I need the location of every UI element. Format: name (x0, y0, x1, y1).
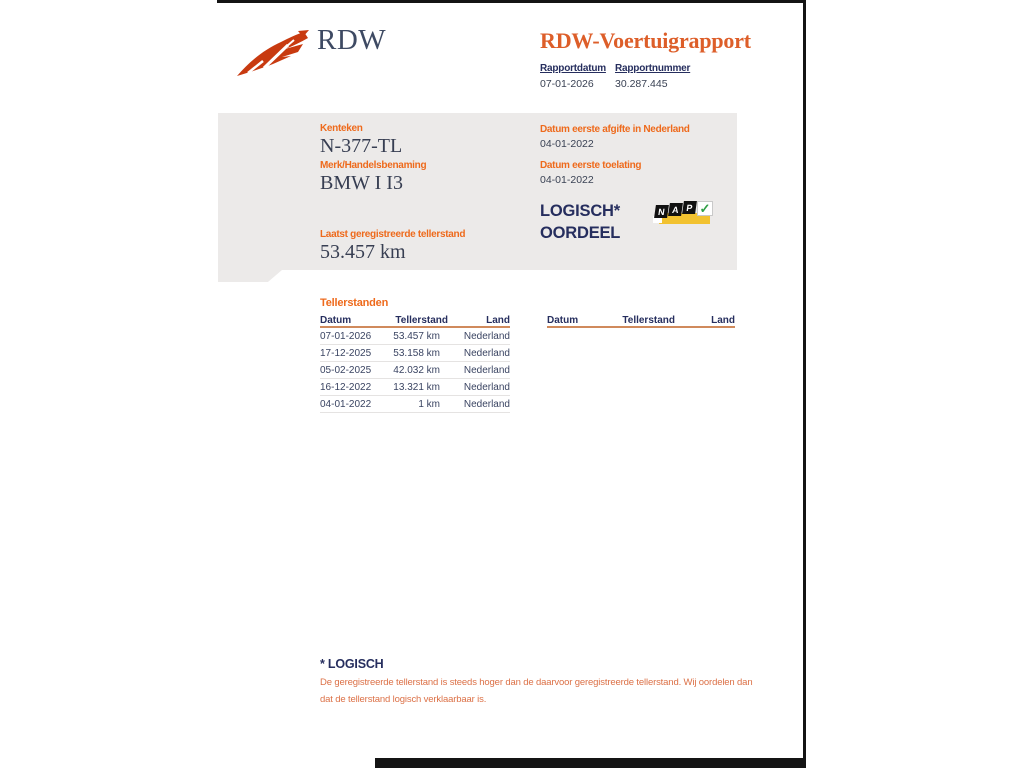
cell-tellerstand: 53.158 km (393, 347, 440, 359)
nap-letter-p: P (682, 201, 697, 214)
cell-datum: 16-12-2022 (320, 381, 372, 393)
rdw-wing-logo-icon (236, 30, 310, 78)
nap-checkmark-icon: ✓ (697, 201, 713, 216)
kenteken-label: Kenteken (320, 123, 363, 134)
report-number-label: Rapportnummer (615, 63, 691, 74)
column-header-tellerstand: Tellerstand (395, 315, 448, 326)
nap-logo (652, 199, 712, 226)
report-date-label: Rapportdatum (540, 63, 606, 74)
cell-land: Nederland (463, 330, 510, 342)
cell-datum: 07-01-2026 (320, 330, 372, 342)
page-right-border (803, 0, 806, 768)
nap-letter-n: N (654, 205, 669, 218)
table-header-row (320, 314, 510, 328)
cell-datum: 17-12-2025 (320, 347, 372, 359)
cell-land: Nederland (463, 381, 510, 393)
cell-tellerstand: 53.457 km (393, 330, 440, 342)
tellerstand-label: Laatst geregistreerde tellerstand (320, 229, 466, 240)
column-header-datum: Datum (320, 315, 352, 326)
table-row (320, 396, 510, 413)
column-header-datum: Datum (547, 315, 579, 326)
meter-table-rows (320, 328, 510, 413)
tellerstanden-section-title: Tellerstanden (320, 297, 389, 309)
table-row (320, 328, 510, 345)
afgifte-label: Datum eerste afgifte in Nederland (540, 124, 690, 135)
cell-land: Nederland (463, 364, 510, 376)
vehicle-summary-panel (218, 113, 737, 270)
tellerstand-value: 53.457 km (320, 241, 406, 263)
cell-land: Nederland (463, 398, 510, 410)
oordeel-line2: OORDEEL (540, 224, 621, 242)
page-bottom-border (375, 758, 806, 768)
page-top-border (217, 0, 806, 3)
oordeel-line1: LOGISCH* (540, 202, 620, 220)
footnote-title: * LOGISCH (320, 657, 384, 671)
column-header-tellerstand: Tellerstand (622, 315, 675, 326)
tellerstanden-table-left (320, 314, 510, 413)
cell-datum: 05-02-2025 (320, 364, 372, 376)
cell-tellerstand: 1 km (418, 398, 440, 410)
toelating-label: Datum eerste toelating (540, 160, 642, 171)
afgifte-value: 04-01-2022 (540, 138, 594, 150)
footnote-text: De geregistreerde tellerstand is steeds hoger dan de daarvoor geregistreerde tellerstand. Wij oordelen dan dat de tellerstand logisch verklaarbaar is. (320, 677, 753, 705)
merk-value: BMW I I3 (320, 172, 403, 194)
cell-land: Nederland (463, 347, 510, 359)
table-row (320, 379, 510, 396)
column-header-land: Land (711, 315, 735, 326)
table-row (320, 345, 510, 362)
column-header-land: Land (486, 315, 510, 326)
page-title: RDW-Voertuigrapport (540, 28, 751, 53)
table-row (320, 362, 510, 379)
toelating-value: 04-01-2022 (540, 174, 594, 186)
report-date-value: 07-01-2026 (540, 78, 594, 90)
kenteken-value: N-377-TL (320, 135, 403, 157)
cell-datum: 04-01-2022 (320, 398, 372, 410)
nap-letter-a: A (668, 203, 683, 216)
table-header-row (547, 314, 735, 328)
report-number-value: 30.287.445 (615, 78, 668, 90)
cell-tellerstand: 42.032 km (393, 364, 440, 376)
vehicle-summary-panel-tab (218, 270, 282, 282)
cell-tellerstand: 13.321 km (393, 381, 440, 393)
rdw-wordmark: RDW (317, 24, 387, 56)
merk-label: Merk/Handelsbenaming (320, 160, 427, 171)
tellerstanden-table-right (547, 314, 735, 328)
